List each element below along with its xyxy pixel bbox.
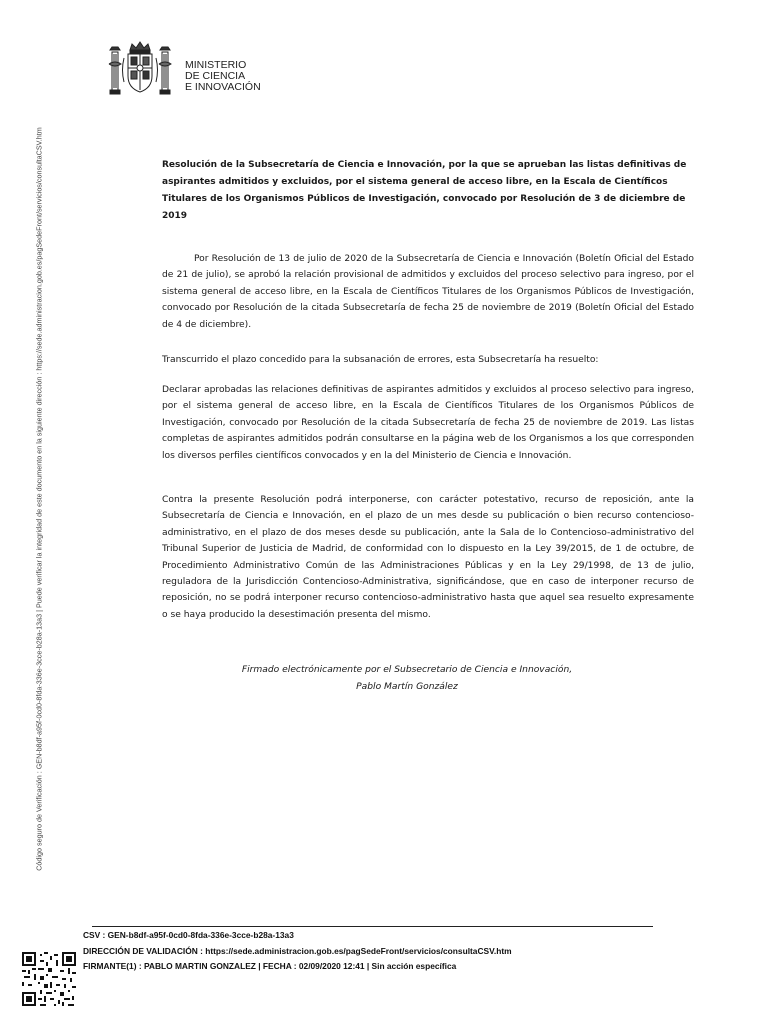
paragraph-resolution-decision: Declarar aprobadas las relaciones definitivas de aspirantes admitidos y excluidos al proceso selectivo para ingreso, por el sistema general de acceso libre, en la Escala de Científicos Titulares de los Organismos Públicos de Investigación, convocado por Resolución de la citada Subsecretaría de fecha 25 de noviembre de 2019. Las listas completas de aspirantes admitidos podrán consultarse en la página web de los Organismos a los que corresponden los diversos perfiles científicos convocados y en la del Ministerio de Ciencia e Innovación.	[162, 385, 694, 461]
paragraph-appeal: Contra la presente Resolución podrá interponerse, con carácter potestativo, recurso de reposición, ante la Subsecretaría de Ciencia e Innovación, en el plazo de un mes desde su publicación o bien recurso contencioso-administrativo, en el plazo de dos meses desde su publicación, ante la Sala de lo Contencioso-administrativo del Tribunal Superior de Justicia de Madrid, de conformidad con lo dispuesto en la Ley 39/2015, de 1 de octubre, de Procedimiento Administrativo Común de las Administraciones Públicas y en la Ley 29/1998, de 13 de julio, reguladora de la Jurisdicción Contencioso-Administrativa, significándose, que en caso de interponer recurso de reposición, no se podrá interponer recurso contencioso-administrativo hasta que aquel sea resuelto expresamente o se haya producido la desestimación presenta del mismo.	[162, 495, 694, 620]
signature-block	[162, 662, 652, 696]
ministry-name	[185, 60, 261, 93]
ministry-line-3: E INNOVACIÓN	[185, 81, 261, 93]
signature-line-2: Pablo Martín González	[356, 682, 458, 692]
ministry-line-1: MINISTERIO	[185, 59, 247, 71]
coat-of-arms-icon	[106, 38, 174, 100]
footer-divider	[92, 926, 653, 927]
verification-footer	[83, 928, 512, 975]
document-title: Resolución de la Subsecretaría de Ciencia e Innovación, por la que se aprueban las listas definitivas de aspirantes admitidos y excluidos, por el sistema general de acceso libre, en la Escala de Científicos Titulares de los Organismos Públicos de Investigación, convocado por Resolución de 3 de diciembre de 2019	[162, 160, 687, 221]
footer-signer: FIRMANTE(1) : PABLO MARTIN GONZALEZ | FECHA : 02/09/2020 12:41 | Sin acción específica	[83, 961, 457, 971]
qr-code-icon	[22, 952, 76, 1006]
footer-csv: CSV : GEN-b8df-a95f-0cd0-8fda-336e-3cce-b28a-13a3	[83, 930, 294, 940]
signature-line-1: Firmado electrónicamente por el Subsecretario de Ciencia e Innovación,	[241, 665, 573, 675]
csv-side-note-text: Código seguro de Verificación : GEN-b8df-a95f-0cd0-8fda-336e-3cce-b28a-13a3 | Puede verificar la integridad de este documento en la siguiente dirección : https://sede.administracion.gob.es/pagSedeFront/servicios/consultaCSV.htm	[34, 127, 44, 871]
paragraph-resolution-intro: Transcurrido el plazo concedido para la subsanación de errores, esta Subsecretaría ha resuelto:	[162, 355, 599, 365]
csv-side-note	[32, 58, 46, 940]
footer-validation-url: DIRECCIÓN DE VALIDACIÓN : https://sede.administracion.gob.es/pagSedeFront/servicios/consultaCSV.htm	[83, 945, 512, 956]
paragraph-background: Por Resolución de 13 de julio de 2020 de la Subsecretaría de Ciencia e Innovación (Boletín Oficial del Estado de 21 de julio), se aprobó la relación provisional de admitidos y excluidos del proceso selectivo para ingreso, por el sistema general de acceso libre, en la Escala de Científicos Titulares de los Organismos Públicos de Investigación, convocado por Resolución de la citada Subsecretaría de fecha 25 de noviembre de 2019 (Boletín Oficial del Estado de 4 de diciembre).	[162, 254, 694, 330]
ministry-line-2: DE CIENCIA	[185, 70, 246, 82]
